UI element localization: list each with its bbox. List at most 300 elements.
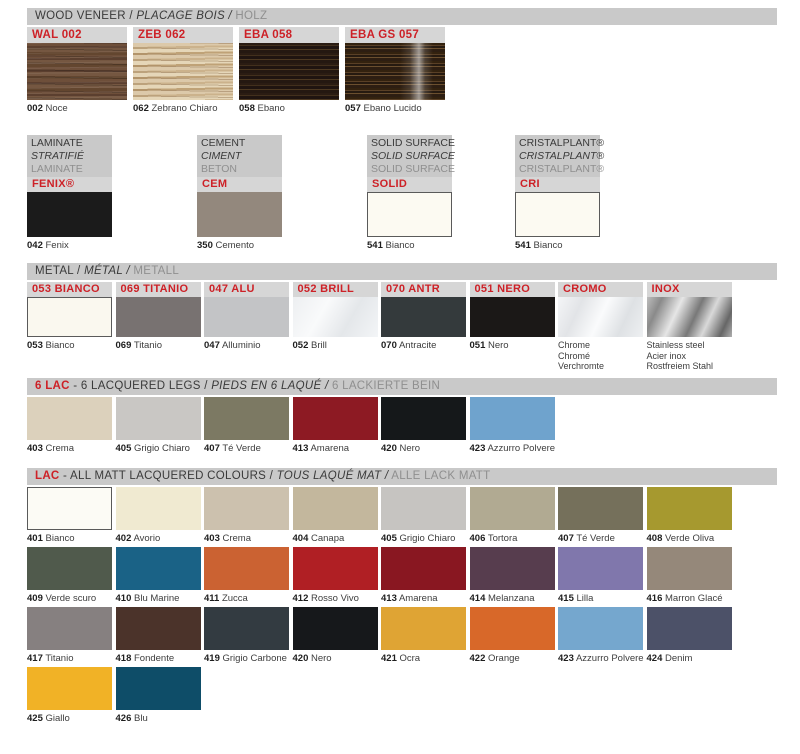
swatch-cell [116, 397, 201, 454]
color-swatch [558, 607, 643, 650]
label-name: Rosso Vivo [308, 593, 359, 604]
section-wood-veneer [27, 8, 777, 114]
label-name: Melanzana [485, 593, 535, 604]
swatch-label [558, 340, 643, 372]
color-swatch [293, 487, 378, 530]
color-swatch [470, 487, 555, 530]
swatch-cell [470, 487, 555, 544]
label-name: Té Verde [219, 443, 261, 454]
lac-swatch-row [27, 667, 777, 724]
swatch-label [133, 103, 233, 114]
swatch-label [27, 240, 112, 251]
swatch-label [293, 443, 378, 454]
material-column [515, 135, 605, 251]
color-swatch [293, 297, 378, 337]
swatch-cell [116, 667, 201, 724]
label-code: 413 [381, 593, 397, 604]
label-line: Verchromte [558, 361, 605, 371]
metal-section-header [27, 263, 777, 280]
label-name: Nero [485, 340, 509, 351]
section-title-fr: MÉTAL / [84, 265, 130, 277]
color-swatch [116, 397, 201, 440]
swatch-label [116, 593, 201, 604]
color-swatch [197, 192, 282, 237]
label-code: 069 [115, 340, 132, 351]
label-code: 408 [646, 533, 663, 544]
swatch-cell [133, 27, 233, 114]
swatch-cell [116, 607, 201, 664]
label-code: 051 [469, 340, 486, 351]
label-code: 405 [381, 533, 397, 544]
color-swatch [204, 487, 289, 530]
color-swatch [647, 487, 732, 530]
label-code: 423 [469, 443, 486, 454]
swatch-cell [293, 487, 378, 544]
swatch-label [381, 593, 466, 604]
swatch-cell [470, 607, 555, 664]
color-swatch [116, 547, 201, 590]
swatch-label [204, 340, 289, 351]
swatch-cell [204, 607, 289, 664]
label-code: 418 [115, 653, 132, 664]
swatch-label [470, 593, 555, 604]
swatch-cell [381, 282, 466, 372]
label-name: Cemento [212, 240, 255, 251]
swatch-cell [558, 607, 643, 664]
swatch-label [647, 593, 732, 604]
section-title-code: LAC [35, 470, 60, 482]
swatch-code-bar: CROMO [558, 282, 643, 297]
swatch-cell [558, 282, 643, 372]
swatch-label [367, 240, 452, 251]
section-title-en: METAL / [35, 265, 81, 277]
swatch-cell [647, 282, 732, 372]
label-code: 420 [381, 443, 397, 454]
swatch-label [381, 340, 466, 351]
label-name: Azzurro Polvere [485, 443, 556, 454]
color-swatch [27, 192, 112, 237]
color-swatch [27, 667, 112, 710]
swatch-label [116, 653, 201, 664]
label-name: Nero [308, 653, 332, 664]
swatch-code-bar: 069 TITANIO [116, 282, 201, 297]
label-name: Giallo [42, 713, 70, 724]
label-code: 422 [469, 653, 486, 664]
section-six-lacquered-legs [27, 378, 777, 454]
label-name: Azzurro Polvere [573, 653, 644, 664]
material-name-en: CEMENT [201, 137, 246, 149]
swatch-code-bar: WAL 002 [27, 27, 127, 43]
swatch-cell [116, 547, 201, 604]
swatch-label [27, 443, 112, 454]
label-code: 419 [204, 653, 220, 664]
label-code: 057 [345, 103, 361, 114]
swatch-label [470, 653, 555, 664]
swatch-label [27, 653, 112, 664]
swatch-cell [27, 27, 127, 114]
label-name: Zucca [219, 593, 248, 604]
label-name: Blu Marine [131, 593, 180, 604]
label-name: Bianco [530, 240, 563, 251]
section-title-en: - ALL MATT LACQUERED COLOURS / [63, 470, 274, 482]
color-swatch [381, 607, 466, 650]
section-all-matt-lacquered [27, 468, 777, 727]
swatch-cell [204, 547, 289, 604]
color-swatch [204, 397, 289, 440]
color-swatch [27, 487, 112, 530]
color-swatch [381, 397, 466, 440]
section-title-code: 6 LAC [35, 380, 70, 392]
section-title-de: METALL [133, 265, 180, 277]
color-swatch [204, 547, 289, 590]
label-line: Chromé [558, 350, 591, 361]
label-name: Nero [396, 443, 421, 454]
swatch-cell [470, 547, 555, 604]
label-code: 062 [133, 103, 149, 114]
material-name-fr: SOLID SURFACE [371, 150, 455, 162]
material-name-de: BETON [201, 163, 237, 175]
swatch-code-bar: 051 NERO [470, 282, 555, 297]
swatch-label [27, 103, 127, 114]
swatch-label [116, 443, 201, 454]
color-swatch [204, 297, 289, 337]
material-name-en: SOLID SURFACE [371, 137, 456, 149]
label-code: 403 [27, 443, 43, 454]
label-code: 070 [381, 340, 397, 351]
material-code-bar: CEM [197, 177, 282, 192]
label-code: 401 [27, 533, 43, 544]
label-name: Grigio Chiaro [131, 443, 190, 454]
color-swatch [515, 192, 600, 237]
label-line: Rostfreiem Stahl [646, 361, 714, 371]
swatch-label [116, 713, 201, 724]
material-name-de: CRISTALPLANT® [519, 163, 605, 175]
label-line: Chrome [558, 340, 591, 350]
color-swatch [27, 547, 112, 590]
swatch-label [116, 533, 201, 544]
label-name: Marron Glacé [662, 593, 723, 604]
label-name: Grigio Carbone [219, 653, 287, 664]
swatch-label [470, 340, 555, 351]
label-name: Titanio [131, 340, 162, 351]
material-column [27, 135, 112, 251]
label-code: 047 [204, 340, 220, 351]
swatch-code-bar: EBA GS 057 [345, 27, 445, 43]
material-name-fr: CIMENT [201, 150, 242, 162]
swatch-cell [381, 547, 466, 604]
color-swatch [381, 547, 466, 590]
material-header [197, 135, 282, 177]
swatch-label [381, 533, 466, 544]
swatch-label [558, 653, 643, 664]
label-code: 416 [646, 593, 663, 604]
swatch-label [381, 443, 466, 454]
swatch-cell [239, 27, 339, 114]
material-name-en: CRISTALPLANT® [519, 137, 605, 149]
color-swatch [470, 607, 555, 650]
section-title-en: - 6 LACQUERED LEGS / [73, 380, 208, 392]
label-name: Blu [131, 713, 148, 724]
label-name: Crema [42, 443, 75, 454]
color-swatch [293, 547, 378, 590]
label-code: 421 [381, 653, 397, 664]
color-swatch [647, 297, 732, 337]
label-code: 425 [27, 713, 43, 724]
color-swatch [27, 607, 112, 650]
label-code: 413 [292, 443, 309, 454]
material-name-de: LAMINATE [31, 163, 83, 175]
label-name: Orange [485, 653, 520, 664]
material-column [367, 135, 456, 251]
label-name: Alluminio [219, 340, 261, 351]
material-code-bar: SOLID [367, 177, 452, 192]
section-title-en: WOOD VENEER / [35, 10, 133, 22]
label-name: Ocra [396, 653, 421, 664]
swatch-label [647, 533, 732, 544]
swatch-cell [116, 282, 201, 372]
label-code: 350 [197, 240, 213, 251]
color-swatch [345, 43, 445, 100]
label-code: 403 [204, 533, 220, 544]
swatch-cell [647, 547, 732, 604]
color-swatch [293, 607, 378, 650]
section-title-de: ALLE LACK MATT [391, 470, 491, 482]
color-swatch [27, 43, 127, 100]
swatch-label [515, 240, 600, 251]
swatch-label [116, 340, 201, 351]
label-code: 002 [27, 103, 43, 114]
label-name: Grigio Chiaro [396, 533, 456, 544]
color-swatch [239, 43, 339, 100]
swatch-code-bar: 047 ALU [204, 282, 289, 297]
label-name: Amarena [396, 593, 438, 604]
label-code: 420 [292, 653, 309, 664]
color-swatch [381, 487, 466, 530]
section-title-de: HOLZ [235, 10, 268, 22]
swatch-cell [558, 487, 643, 544]
color-swatch [27, 397, 112, 440]
label-name: Bianco [42, 533, 75, 544]
swatch-label [27, 340, 112, 351]
swatch-label [558, 533, 643, 544]
lac-section-header [27, 468, 777, 485]
label-code: 402 [115, 533, 132, 544]
swatch-cell [27, 282, 112, 372]
label-code: 042 [27, 240, 43, 251]
section-title-fr: PLACAGE BOIS / [136, 10, 232, 22]
label-code: 406 [469, 533, 486, 544]
material-column [197, 135, 282, 251]
label-name: Fondente [131, 653, 175, 664]
label-code: 407 [204, 443, 220, 454]
six-lac-swatch-row [27, 397, 777, 454]
swatch-cell [293, 547, 378, 604]
swatch-label [345, 103, 445, 114]
label-code: 541 [367, 240, 383, 251]
section-title-fr: PIEDS EN 6 LAQUÉ / [211, 380, 329, 392]
swatch-code-bar: ZEB 062 [133, 27, 233, 43]
swatch-cell [27, 397, 112, 454]
material-name-de: SOLID SURFACE [371, 163, 456, 175]
swatch-cell [293, 282, 378, 372]
material-header [27, 135, 112, 177]
swatch-label [558, 593, 643, 604]
swatch-cell [381, 397, 466, 454]
color-swatch [204, 607, 289, 650]
color-swatch [558, 547, 643, 590]
swatch-cell [293, 607, 378, 664]
swatch-label [204, 653, 289, 664]
swatch-cell [647, 607, 732, 664]
swatch-cell [470, 282, 555, 372]
swatch-code-bar: 053 BIANCO [27, 282, 112, 297]
swatch-cell [381, 487, 466, 544]
label-code: 417 [27, 653, 43, 664]
wood-swatch-row [27, 27, 777, 114]
swatch-cell [27, 607, 112, 664]
material-code-bar: CRI [515, 177, 600, 192]
label-code: 053 [27, 340, 43, 351]
label-code: 052 [292, 340, 309, 351]
material-header [367, 135, 456, 177]
label-name: Antracite [396, 340, 437, 351]
label-name: Avorio [131, 533, 161, 544]
label-name: Fenix [42, 240, 69, 251]
swatch-label [381, 653, 466, 664]
color-swatch [647, 547, 732, 590]
material-name-en: LAMINATE [31, 137, 83, 149]
swatch-label [470, 533, 555, 544]
color-swatch [116, 667, 201, 710]
swatch-code-bar: EBA 058 [239, 27, 339, 43]
swatch-label [204, 593, 289, 604]
label-name: Ebano [254, 103, 285, 114]
swatch-label [27, 533, 112, 544]
swatch-code-bar: INOX [647, 282, 732, 297]
swatch-label [293, 533, 378, 544]
color-swatch [558, 297, 643, 337]
color-swatch [116, 297, 201, 337]
label-code: 405 [115, 443, 132, 454]
label-code: 424 [646, 653, 663, 664]
label-code: 409 [27, 593, 43, 604]
label-name: Té Verde [573, 533, 615, 544]
label-name: Brill [308, 340, 327, 351]
label-name: Titanio [42, 653, 74, 664]
swatch-cell [558, 547, 643, 604]
swatch-label [27, 593, 112, 604]
color-swatch [558, 487, 643, 530]
label-line: Acier inox [646, 350, 687, 361]
label-code: 410 [115, 593, 132, 604]
section-title-de: 6 LACKIERTE BEIN [331, 380, 441, 392]
label-name: Verde Oliva [662, 533, 715, 544]
section-title-fr: TOUS LAQUÉ MAT / [276, 470, 389, 482]
label-code: 404 [292, 533, 309, 544]
materials-row [27, 135, 777, 253]
label-name: Canapa [308, 533, 345, 544]
swatch-cell [116, 487, 201, 544]
label-code: 412 [292, 593, 309, 604]
swatch-cell [204, 282, 289, 372]
lac-swatch-row [27, 607, 777, 664]
material-name-fr: CRISTALPLANT® [519, 150, 605, 162]
label-code: 411 [204, 593, 220, 604]
section-metal [27, 263, 777, 372]
material-header [515, 135, 605, 177]
swatch-cell [345, 27, 445, 114]
swatch-label [293, 653, 378, 664]
label-code: 414 [469, 593, 486, 604]
swatch-cell [27, 487, 112, 544]
label-name: Ebano Lucido [360, 103, 422, 114]
color-swatch [470, 297, 555, 337]
swatch-label [470, 443, 555, 454]
label-code: 407 [558, 533, 574, 544]
swatch-label [293, 593, 378, 604]
color-swatch [116, 487, 201, 530]
swatch-cell [381, 607, 466, 664]
color-swatch [27, 297, 112, 337]
label-code: 415 [558, 593, 574, 604]
label-name: Crema [219, 533, 252, 544]
metal-swatch-row [27, 282, 777, 372]
label-name: Denim [662, 653, 693, 664]
lac-swatch-row [27, 547, 777, 604]
swatch-cell [27, 667, 112, 724]
swatch-label [647, 653, 732, 664]
swatch-code-bar: 070 ANTR [381, 282, 466, 297]
swatch-label [239, 103, 339, 114]
color-swatch [381, 297, 466, 337]
label-line: Stainless steel [646, 340, 705, 350]
swatch-cell [204, 487, 289, 544]
swatch-cell [293, 397, 378, 454]
label-code: 058 [239, 103, 255, 114]
color-swatch [367, 192, 452, 237]
color-swatch [470, 547, 555, 590]
label-code: 426 [115, 713, 132, 724]
label-name: Noce [42, 103, 68, 114]
swatch-cell [470, 397, 555, 454]
label-name: Amarena [308, 443, 350, 454]
color-swatch [133, 43, 233, 100]
label-name: Lilla [573, 593, 594, 604]
label-code: 541 [515, 240, 531, 251]
swatch-cell [647, 487, 732, 544]
six-lac-section-header [27, 378, 777, 395]
label-name: Zebrano Chiaro [148, 103, 218, 114]
color-swatch [470, 397, 555, 440]
color-swatch [647, 607, 732, 650]
swatch-cell [27, 547, 112, 604]
material-code-bar: FENIX® [27, 177, 112, 192]
swatch-label [204, 443, 289, 454]
lac-swatch-rows [27, 487, 777, 724]
swatch-label [27, 713, 112, 724]
swatch-label [204, 533, 289, 544]
label-name: Verde scuro [42, 593, 97, 604]
swatch-cell [204, 397, 289, 454]
color-swatch [293, 397, 378, 440]
swatch-label [647, 340, 732, 372]
swatch-label [197, 240, 282, 251]
section-materials [27, 135, 777, 253]
label-name: Bianco [42, 340, 75, 351]
label-name: Bianco [382, 240, 415, 251]
label-name: Tortora [485, 533, 518, 544]
material-name-fr: STRATIFIÉ [31, 150, 84, 162]
